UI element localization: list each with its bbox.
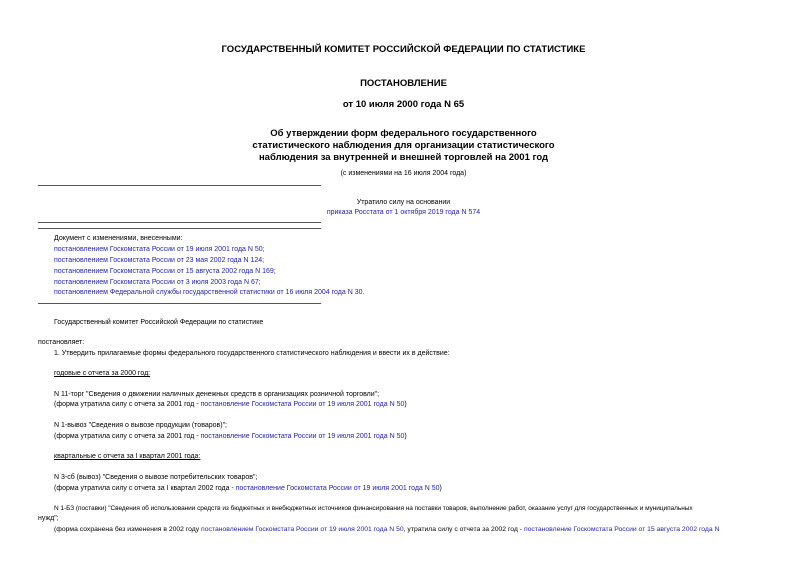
amendment-link[interactable]: постановлением Федеральной службы государственной статистики от 16 июля 2004 года N 30.	[54, 289, 365, 296]
divider	[38, 228, 321, 229]
note-middle: , утратила силу с отчета за 2002 год -	[403, 526, 524, 533]
note-link[interactable]: постановление Госкомстата России от 19 июля 2001 года N 50	[235, 485, 440, 492]
section-quarterly: квартальные с отчета за I квартал 2001 года:	[54, 453, 201, 460]
amendment-link[interactable]: постановлением Госкомстата России от 15 августа 2002 года N 169;	[54, 268, 276, 275]
amendments-intro: Документ с изменениями, внесенными:	[54, 235, 183, 242]
form-note	[54, 484, 442, 493]
note-prefix: (форма сохранена без изменения в 2002 году	[54, 526, 202, 533]
validity-link[interactable]: приказа Росстата от 1 октября 2019 года N 574	[326, 209, 481, 216]
form-note	[54, 400, 407, 409]
section-annual: годовые с отчета за 2000 год:	[54, 370, 151, 377]
validity-text: Утратило силу на основании	[356, 199, 451, 206]
note-prefix: (форма утратила силу с отчета за 2001 год -	[54, 433, 201, 440]
form-title-continued: нужд";	[38, 515, 59, 522]
form-title: N 1-вывоз "Сведения о вывозе продукции (товаров)";	[54, 422, 227, 429]
form-title: N 1-БЗ (поставки) "Сведения об использовании средств из бюджетных и внебюджетных источников финансирования на поставки товаров, выполнение работ, оказание услуг для государственных и муниципальных	[54, 505, 693, 512]
note-link[interactable]: постановление Госкомстата России от 15 августа 2002 года N	[523, 526, 720, 533]
item-1: 1. Утвердить прилагаемые формы федерального государственного статистического наблюдения и ввести их в действие:	[54, 350, 450, 357]
divider	[38, 222, 321, 223]
form-note	[54, 525, 719, 534]
amendment-link[interactable]: постановлением Госкомстата России от 23 мая 2002 года N 124;	[54, 257, 265, 264]
issuer-heading: ГОСУДАРСТВЕННЫЙ КОМИТЕТ РОССИЙСКОЙ ФЕДЕРАЦИИ ПО СТАТИСТИКЕ	[221, 44, 586, 55]
document-title-line-2: статистического наблюдения для организации статистического	[252, 140, 555, 151]
divider	[38, 303, 321, 304]
note-link[interactable]: постановление Госкомстата России от 19 июля 2001 года N 50	[200, 401, 405, 408]
note-link[interactable]: постановление Госкомстата России от 19 июля 2001 года N 50	[200, 433, 405, 440]
note-suffix: )	[404, 433, 407, 440]
issuer-paragraph: Государственный комитет Российской Федерации по статистике	[54, 319, 264, 326]
decrees-word: постановляет:	[38, 339, 85, 346]
document-title-line-3: наблюдения за внутренней и внешней торговлей на 2001 год	[258, 152, 549, 163]
amendment-link[interactable]: постановлением Госкомстата России от 19 июля 2001 года N 50;	[54, 246, 265, 253]
form-title: N 3-сб (вывоз) "Сведения о вывозе потребительских товаров";	[54, 474, 258, 481]
document-title-line-1: Об утверждении форм федерального государственного	[270, 128, 537, 139]
note-suffix: )	[404, 401, 407, 408]
divider	[38, 185, 321, 186]
document-type: ПОСТАНОВЛЕНИЕ	[360, 78, 447, 89]
document-date-number: от 10 июля 2000 года N 65	[342, 99, 465, 110]
amendment-link[interactable]: постановлением Госкомстата России от 3 июля 2003 года N 67;	[54, 279, 261, 286]
note-suffix: )	[439, 485, 442, 492]
form-title: N 11-торг "Сведения о движении наличных денежных средств в организациях розничной торговли";	[54, 391, 380, 398]
note-link[interactable]: постановлением Госкомстата России от 19 июля 2001 года N 50	[201, 526, 404, 533]
note-prefix: (форма утратила силу с отчета за I квартал 2002 года -	[54, 485, 236, 492]
note-prefix: (форма утратила силу с отчета за 2001 год -	[54, 401, 201, 408]
form-note	[54, 432, 407, 441]
validity-container	[0, 208, 807, 217]
changes-note: (с изменениями на 16 июля 2004 года)	[340, 170, 467, 177]
